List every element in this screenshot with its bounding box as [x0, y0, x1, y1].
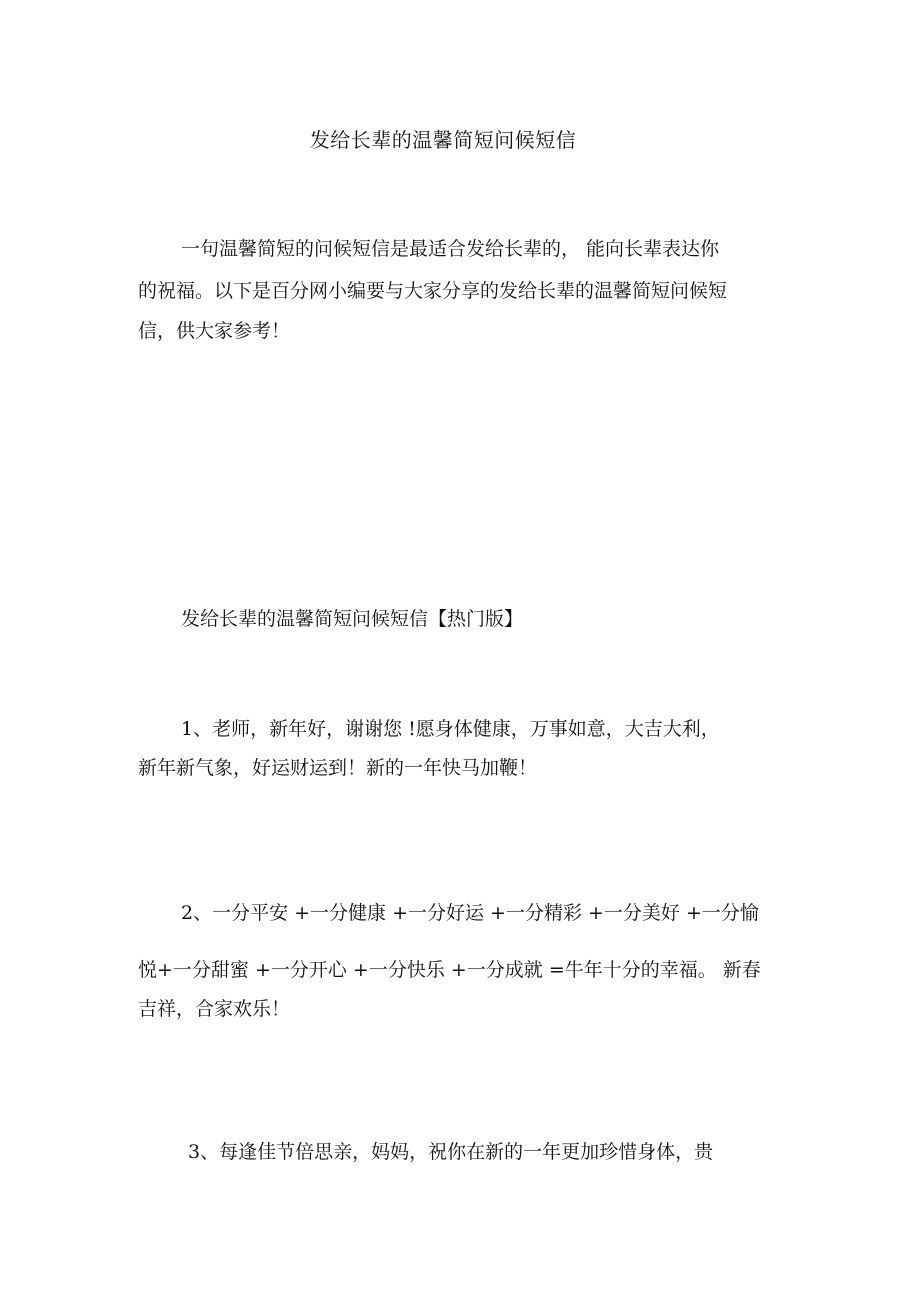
section-heading: 发给长辈的温馨简短问候短信【热门版】	[181, 608, 524, 630]
item-3-line: 3、每逢佳节倍思亲，妈妈，祝你在新的一年更加珍惜身体，贵	[188, 1141, 714, 1163]
intro-line: 的祝福。以下是百分网小编要与大家分享的发给长辈的温馨简短问候短	[138, 280, 728, 302]
item-1-line: 1、老师，新年好，谢谢您 !愿身体健康，万事如意，大吉大利，	[181, 718, 720, 740]
item-1-line: 新年新气象，好运财运到！新的一年快马加鞭！	[138, 757, 538, 779]
item-2-line: 吉祥，合家欢乐！	[138, 998, 291, 1020]
item-2-line: 2、一分平安 +一分健康 +一分好运 +一分精彩 +一分美好 +一分愉	[181, 902, 759, 924]
document-title: 发给长辈的温馨简短问候短信	[309, 128, 577, 152]
intro-line: 信，供大家参考！	[138, 320, 291, 342]
intro-line: 一句温馨简短的问候短信是最适合发给长辈的， 能向长辈表达你	[181, 238, 720, 260]
item-2-line: 悦+一分甜蜜 +一分开心 +一分快乐 +一分成就 =牛年十分的幸福。 新春	[138, 959, 761, 981]
